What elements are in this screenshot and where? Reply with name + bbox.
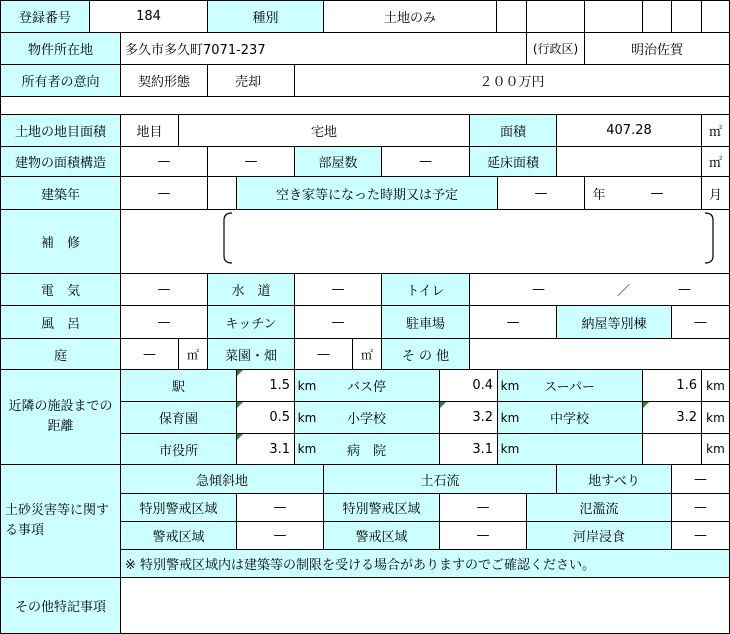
district-label: (行政区) [526,32,585,65]
facility-hospital-name: 病 院 [294,433,440,465]
built-year-value: — [120,176,208,210]
facility-unit: km [701,369,730,402]
disaster-note: ※ 特別警戒区域内は建築等の制限を受ける場合がありますのでご確認ください。 [120,549,730,578]
steep-slope-label: 急傾斜地 [120,464,324,494]
type-label: 種別 [207,0,324,33]
land-category-value: 宅地 [178,114,470,147]
facility-busstop-distance: 0.4 [439,369,498,402]
parking-label: 駐車場 [381,305,470,339]
facility-unit: km [701,401,730,434]
land-area-value: 407.28 [556,114,702,147]
landslide-label: 地すべり [556,464,672,494]
contract-type-value: 売却 [207,64,295,97]
facility-supermarket-distance: 1.6 [642,369,702,402]
debris-flow-label: 土石流 [323,464,557,494]
floor-area-label: 延床面積 [469,146,557,177]
left-bracket-icon [220,212,234,264]
facility-cityhall-distance: 3.1 [236,433,295,465]
vacancy-month-value: — [613,176,702,210]
rooms-value: — [381,146,470,177]
remarks-label: その他特記事項 [0,577,121,634]
land-area-size-label: 面積 [469,114,557,147]
land-area-label: 土地の地目面積 [0,114,121,147]
vegetable-garden-unit: ㎡ [352,338,382,370]
bank-erosion-value: — [671,521,730,550]
facility-unit: km [701,433,730,465]
distance-unit: km [500,442,520,456]
toilet-separator: ／ [617,284,631,299]
toilet-value-a: — [532,282,545,297]
warning-zone-value: — [236,521,324,550]
facility-blank-distance [642,433,702,465]
warning-zone-label: 警戒区域 [120,521,237,550]
facility-busstop-name: バス停 [294,369,440,402]
facility-nursery-name: 保育園 [120,401,237,434]
built-year-label: 建築年 [0,176,121,210]
header-blank-cell [701,0,730,33]
facility-elementary-name: 小学校 [294,401,440,434]
building-value-1: — [120,146,208,177]
garden-unit: ㎡ [178,338,208,370]
facility-station-name: 駅 [120,369,237,402]
special-warning-zone-label-2: 特別警戒区域 [323,493,440,522]
facility-cityhall-name: 市役所 [120,433,237,465]
distance-unit: km [500,378,520,393]
toilet-value-cell [469,273,730,306]
toilet-value-b: — [678,282,691,297]
vegetable-garden-label: 菜園・畑 [207,338,295,370]
year-unit: 年 [592,187,606,203]
building-value-2: — [207,146,295,177]
rooms-label: 部屋数 [294,146,382,177]
distance-unit: km [297,378,317,393]
repair-value [120,209,730,274]
spacer-row [0,96,730,115]
toilet-label: トイレ [381,273,470,306]
registration-number-label: 登録番号 [0,0,90,33]
remarks-value [120,577,730,634]
other-label: そ の 他 [381,338,470,370]
owner-intent-label: 所有者の意向 [0,64,121,97]
disaster-label: 土砂災害等に関する事項 [0,464,121,578]
registration-number-value: 184 [89,0,208,33]
building-area-label: 建物の面積構造 [0,146,121,177]
facility-juniorhigh-distance: 3.2 [642,401,702,434]
header-blank-cell [642,0,672,33]
floor-area-unit: ㎡ [701,146,730,177]
header-blank-cell [526,0,585,33]
facility-distance-label: 近隣の施設までの距離 [0,369,121,465]
electric-value: — [120,273,208,306]
garden-value: — [120,338,179,370]
right-bracket-icon [703,212,717,264]
kitchen-label: キッチン [207,305,295,339]
special-warning-zone-value: — [236,493,324,522]
distance-unit: km [500,410,520,425]
other-value [469,338,730,370]
flood-flow-value: — [671,493,730,522]
facility-supermarket-name: スーパー [497,369,643,402]
floor-area-value [556,146,702,177]
warning-zone-label-2: 警戒区域 [323,521,440,550]
address-value: 多久市多久町7071-237 [120,32,527,65]
barn-value: — [671,305,730,339]
facility-juniorhigh-name: 中学校 [497,401,643,434]
distance-unit: km [297,410,317,425]
special-warning-zone-label: 特別警戒区域 [120,493,237,522]
month-unit: 月 [701,176,730,210]
warning-zone-value-2: — [439,521,527,550]
facility-nursery-distance: 0.5 [236,401,295,434]
header-blank-cell [671,0,702,33]
land-category-label: 地目 [120,114,179,147]
bath-label: 風 呂 [0,305,121,339]
electric-label: 電 気 [0,273,121,306]
bath-value: — [120,305,208,339]
land-area-unit: ㎡ [701,114,730,147]
garden-label: 庭 [0,338,121,370]
district-value: 明治佐賀 [584,32,730,65]
repair-label: 補 修 [0,209,121,274]
header-blank-cell [584,0,643,33]
header-blank-cell [496,0,527,33]
landslide-value: — [671,464,730,494]
facility-hospital-distance: 3.1 [439,433,498,465]
vacancy-year-value: — [497,176,585,210]
facility-station-distance: 1.5 [236,369,295,402]
water-label: 水 道 [207,273,295,306]
parking-value: — [469,305,557,339]
contract-type-label: 契約形態 [120,64,208,97]
flood-flow-label: 氾濫流 [526,493,672,522]
distance-unit: km [297,442,317,456]
barn-label: 納屋等別棟 [556,305,672,339]
facility-elementary-distance: 3.2 [439,401,498,434]
bank-erosion-label: 河岸浸食 [526,521,672,550]
vacancy-period-label: 空き家等になった時期又は予定 [236,176,498,210]
location-label: 物件所在地 [0,32,121,65]
price-value: ２００万円 [294,64,730,97]
kitchen-value: — [294,305,382,339]
built-year-blank [207,176,237,210]
vegetable-garden-value: — [294,338,353,370]
type-value: 土地のみ [323,0,497,33]
water-value: — [294,273,382,306]
special-warning-zone-value-2: — [439,493,527,522]
